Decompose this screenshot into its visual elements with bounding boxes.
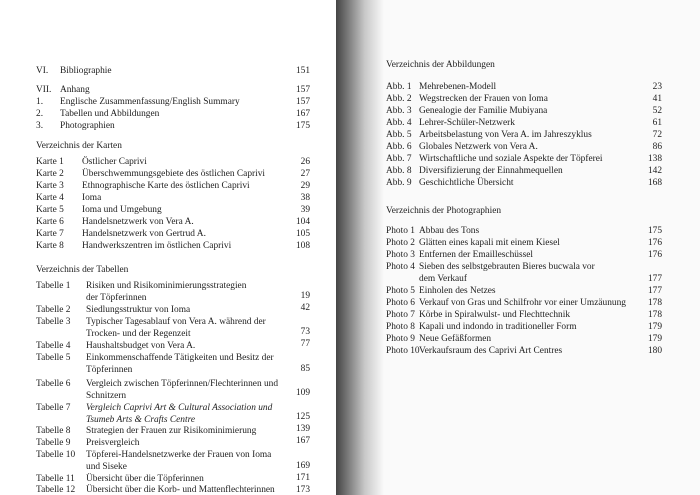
page-number: 61 bbox=[652, 118, 662, 128]
karte-entry: Karte 7 Handelsnetzwerk von Gertrud A. bbox=[36, 229, 206, 239]
photo-entry: Photo 2 Glätten eines kapali mit einem Kiesel bbox=[386, 238, 560, 248]
page-number: 173 bbox=[295, 485, 310, 495]
abb-entry: Abb. 9 Geschichtliche Übersicht bbox=[386, 178, 514, 188]
karten-heading: Verzeichnis der Karten bbox=[36, 141, 122, 151]
page-number: 105 bbox=[295, 229, 310, 239]
page-number: 175 bbox=[647, 226, 662, 236]
photo-entry: Photo 10Verkaufsraum des Caprivi Art Centres bbox=[386, 346, 563, 356]
toc-entry: 1. Englische Zusammenfassung/English Summary bbox=[36, 97, 240, 107]
page-number: 125 bbox=[295, 412, 310, 422]
karte-entry: Karte 4 Ioma bbox=[36, 193, 102, 203]
tabelle-entry: Tabelle 1 Risiken und Risikominimierungsstrategien bbox=[36, 281, 247, 291]
book-gutter-shadow bbox=[336, 0, 384, 495]
page-number: 72 bbox=[652, 130, 662, 140]
page-number: 19 bbox=[300, 291, 310, 301]
tabelle-entry: Tabelle 10 Töpferei-Handelsnetzwerke der Frauen von Ioma bbox=[36, 450, 272, 460]
photo-entry: Photo 7 Körbe in Spiralwulst- und Flechttechnik bbox=[386, 310, 571, 320]
abb-entry: Abb. 3 Genealogie der Familie Mubiyana bbox=[386, 106, 548, 116]
page-number: 73 bbox=[300, 327, 310, 337]
tabelle-entry: Tabelle 9 Preisvergleich bbox=[36, 438, 140, 448]
tabelle-entry: Tabelle 4 Haushaltsbudget von Vera A. bbox=[36, 341, 196, 351]
tabelle-entry-cont: der Töpferinnen bbox=[86, 293, 147, 303]
page-number: 42 bbox=[300, 303, 310, 313]
tabelle-entry: Tabelle 5 Einkommenschaffende Tätigkeiten und Besitz der bbox=[36, 353, 274, 363]
tabelle-entry-cont: Schnitzern bbox=[86, 391, 127, 401]
page-number: 177 bbox=[647, 286, 662, 296]
photo-entry: Photo 8 Kapali und indondo in traditioneller Form bbox=[386, 322, 577, 332]
abb-entry: Abb. 5 Arbeitsbelastung von Vera A. im Jahreszyklus bbox=[386, 130, 592, 140]
karte-entry: Karte 8 Handwerkszentren im östlichen Caprivi bbox=[36, 241, 232, 251]
tabelle-entry-cont: Tsumeb Arts & Crafts Centre bbox=[86, 415, 196, 425]
page-number: 109 bbox=[295, 388, 310, 398]
page-number: 168 bbox=[647, 178, 662, 188]
page-number: 157 bbox=[295, 97, 310, 107]
page-number: 85 bbox=[300, 364, 310, 374]
page-number: 41 bbox=[652, 94, 662, 104]
page-number: 142 bbox=[647, 166, 662, 176]
page-number: 169 bbox=[295, 461, 310, 471]
photo-entry-cont: dem Verkauf bbox=[419, 274, 467, 284]
photo-entry: Photo 4 Sieben des selbstgebrauten Bieres bucwala vor bbox=[386, 262, 595, 272]
toc-entry: 2. Tabellen und Abbildungen bbox=[36, 109, 160, 119]
abbildungen-heading: Verzeichnis der Abbildungen bbox=[386, 60, 495, 70]
page-number: 167 bbox=[295, 436, 310, 446]
page-number: 77 bbox=[300, 339, 310, 349]
left-page bbox=[0, 0, 336, 495]
abb-entry: Abb. 8 Diversifizierung der Einnahmequellen bbox=[386, 166, 563, 176]
tabelle-entry: Tabelle 11 Übersicht über die Töpferinnen bbox=[36, 474, 204, 484]
page-number: 179 bbox=[647, 322, 662, 332]
photographien-heading: Verzeichnis der Photographien bbox=[386, 206, 502, 216]
page-number: 29 bbox=[300, 181, 310, 191]
abb-entry: Abb. 2 Wegstrecken der Frauen von Ioma bbox=[386, 94, 548, 104]
abb-entry: Abb. 4 Lehrer-Schüler-Netzwerk bbox=[386, 118, 515, 128]
toc-entry: VI. Bibliographie bbox=[36, 66, 112, 76]
tabelle-entry-cont: Töpferinnen bbox=[86, 365, 133, 375]
photo-entry: Photo 1 Abbau des Tons bbox=[386, 226, 480, 236]
page-number: 39 bbox=[300, 205, 310, 215]
page-number: 179 bbox=[647, 334, 662, 344]
karte-entry: Karte 1 Östlicher Caprivi bbox=[36, 157, 147, 167]
page-number: 178 bbox=[647, 310, 662, 320]
page-number: 52 bbox=[652, 106, 662, 116]
page-number: 108 bbox=[295, 241, 310, 251]
right-page bbox=[336, 0, 700, 495]
page-number: 23 bbox=[652, 82, 662, 92]
page-number: 176 bbox=[647, 238, 662, 248]
tabelle-entry-cont: und Siseke bbox=[86, 462, 127, 472]
toc-entry: VII. Anhang bbox=[36, 85, 90, 95]
page-number: 38 bbox=[300, 193, 310, 203]
tabelle-entry: Tabelle 3 Typischer Tagesablauf von Vera A. während der bbox=[36, 317, 266, 327]
tabelle-entry: Tabelle 8 Strategien der Frauen zur Risikominimierung bbox=[36, 426, 257, 436]
tabelle-entry: Tabelle 6 Vergleich zwischen Töpferinnen/Flechterinnen und bbox=[36, 379, 279, 389]
karte-entry: Karte 2 Überschwemmungsgebiete des östlichen Caprivi bbox=[36, 169, 266, 179]
page-number: 178 bbox=[647, 298, 662, 308]
page-number: 167 bbox=[295, 109, 310, 119]
tabelle-entry-cont: Trocken- und der Regenzeit bbox=[86, 329, 191, 339]
page-number: 180 bbox=[647, 346, 662, 356]
karte-entry: Karte 5 Ioma und Umgebung bbox=[36, 205, 162, 215]
karte-entry: Karte 3 Ethnographische Karte des östlichen Caprivi bbox=[36, 181, 250, 191]
tabellen-heading: Verzeichnis der Tabellen bbox=[36, 265, 129, 275]
toc-entry: 3. Photographien bbox=[36, 121, 115, 131]
karte-entry: Karte 6 Handelsnetzwerk von Vera A. bbox=[36, 217, 194, 227]
abb-entry: Abb. 7 Wirtschaftliche und soziale Aspekte der Töpferei bbox=[386, 154, 603, 164]
tabelle-entry: Tabelle 7 Vergleich Caprivi Art & Cultural Association und bbox=[36, 403, 273, 413]
page-number: 157 bbox=[295, 85, 310, 95]
page-number: 138 bbox=[647, 154, 662, 164]
page-number: 27 bbox=[300, 169, 310, 179]
photo-entry: Photo 9 Neue Gefäßformen bbox=[386, 334, 492, 344]
page-number: 86 bbox=[652, 142, 662, 152]
page-number: 104 bbox=[295, 217, 310, 227]
page-number: 175 bbox=[295, 121, 310, 131]
photo-entry: Photo 3 Entfernen der Emailleschüssel bbox=[386, 250, 534, 260]
page-number: 151 bbox=[295, 66, 310, 76]
tabelle-entry: Tabelle 12 Übersicht über die Korb- und Mattenflechterinnen bbox=[36, 485, 275, 495]
page-number: 26 bbox=[300, 157, 310, 167]
page-number: 139 bbox=[295, 424, 310, 434]
page-number: 176 bbox=[647, 250, 662, 260]
page-number: 177 bbox=[647, 274, 662, 284]
page-number: 171 bbox=[295, 473, 310, 483]
abb-entry: Abb. 1 Mehrebenen-Modell bbox=[386, 82, 497, 92]
photo-entry: Photo 6 Verkauf von Gras und Schilfrohr vor einer Umzäunung bbox=[386, 298, 626, 308]
photo-entry: Photo 5 Einholen des Netzes bbox=[386, 286, 496, 296]
tabelle-entry: Tabelle 2 Siedlungsstruktur von Ioma bbox=[36, 305, 191, 315]
abb-entry: Abb. 6 Globales Netzwerk von Vera A. bbox=[386, 142, 538, 152]
